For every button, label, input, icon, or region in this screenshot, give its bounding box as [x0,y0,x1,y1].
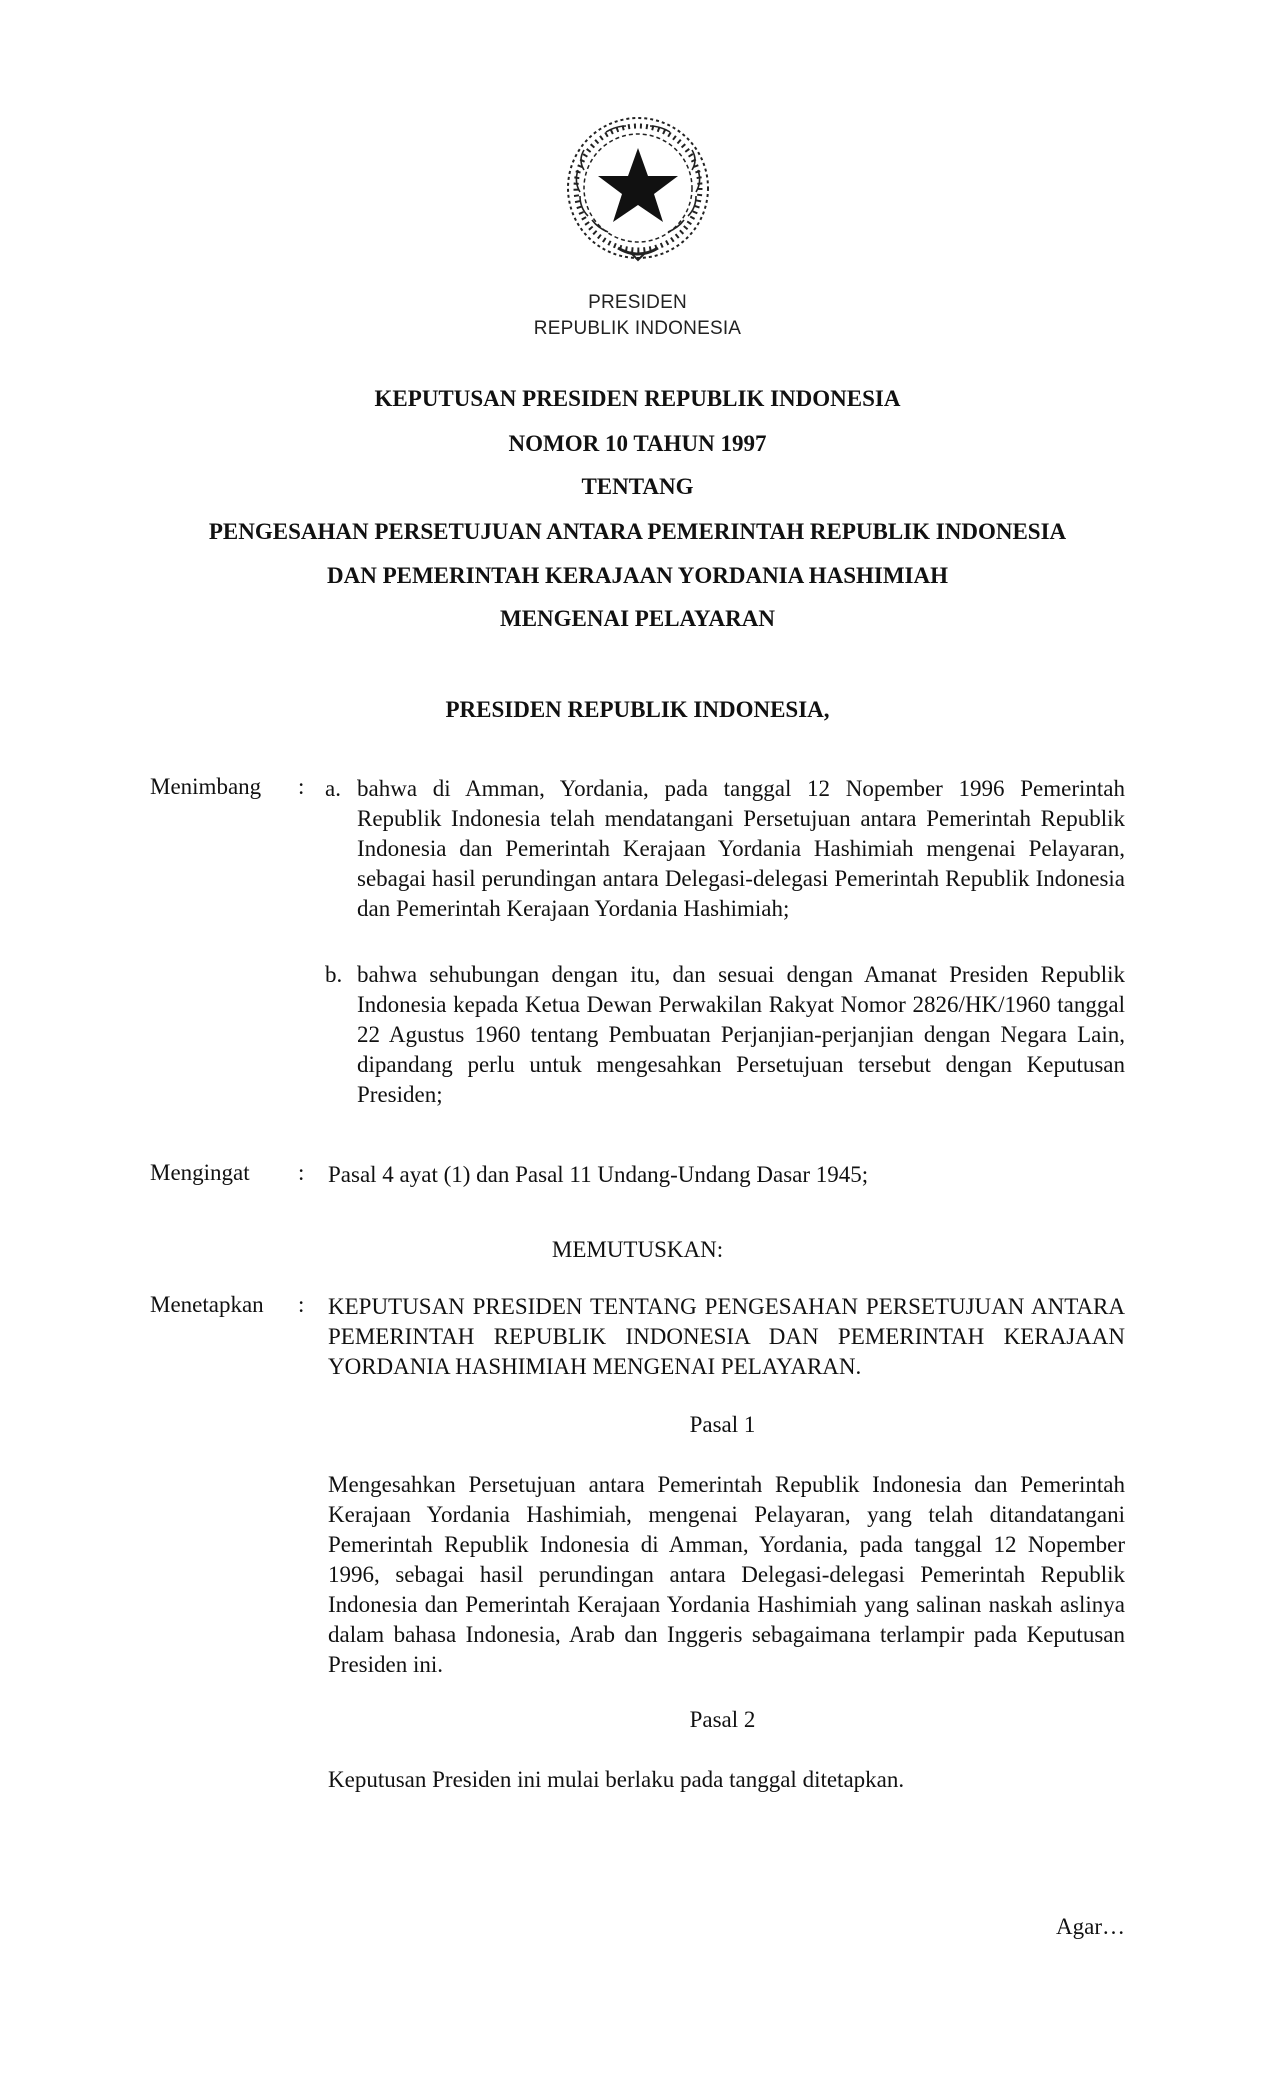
menimbang-item-b [325,960,1125,1110]
menimbang-label: Menimbang [150,774,262,799]
garuda-emblem-icon [556,110,720,270]
pasal-1-heading: Pasal 1 [689,1412,756,1437]
decree-title: KEPUTUSAN PRESIDEN REPUBLIK INDONESIA [374,386,901,411]
decree-subject-line-3: MENGENAI PELAYARAN [500,606,775,631]
pasal-2-heading: Pasal 2 [689,1707,756,1732]
menimbang-item-a [325,774,1125,924]
mengingat-colon: : [298,1160,305,1185]
item-marker: b. [325,962,343,987]
memutuskan-heading: MEMUTUSKAN: [551,1237,724,1262]
pasal-2-text: Keputusan Presiden ini mulai berlaku pada tanggal ditetapkan. [328,1767,905,1792]
issuer-heading: PRESIDEN REPUBLIK INDONESIA, [445,697,830,722]
decree-about: TENTANG [581,474,694,499]
decree-number: NOMOR 10 TAHUN 1997 [508,431,767,456]
institution-line-2: REPUBLIK INDONESIA [533,318,742,339]
menimbang-colon: : [298,774,305,799]
decree-subject-line-2: DAN PEMERINTAH KERAJAAN YORDANIA HASHIMIAH [326,563,949,588]
institution-line-1: PRESIDEN [588,292,687,313]
decree-subject-line-1: PENGESAHAN PERSETUJUAN ANTARA PEMERINTAH REPUBLIK INDONESIA [208,519,1067,544]
pasal-1-text: Mengesahkan Persetujuan antara Pemerintah Republik Indonesia dan Pemerintah Kerajaan Yordania Hashimiah, mengenai Pelayaran, yang telah ditandatangani Pemerintah Republik Indonesia di Amman, Yordania, pada tanggal 12 Nopember 1996, sebagai hasil perundingan antara Delegasi-delegasi Pemerintah Republik Indonesia dan Pemerintah Kerajaan Yordania Hashimiah yang salinan naskah aslinya dalam bahasa Indonesia, Arab dan Inggeris sebagaimana terlampir pada Keputusan Presiden ini. [328,1472,1125,1677]
item-text: bahwa sehubungan dengan itu, dan sesuai dengan Amanat Presiden Republik Indonesia kepada Ketua Dewan Perwakilan Rakyat Nomor 2826/HK/1960 tanggal 22 Agustus 1960 tentang Pembuatan Perjanjian-perjanjian dengan Negara Lain, dipandang perlu untuk mengesahkan Persetujuan tersebut dengan Keputusan Presiden; [357,962,1125,1107]
continuation-marker: Agar… [1056,1914,1125,1939]
mengingat-label: Mengingat [150,1160,250,1185]
item-text: bahwa di Amman, Yordania, pada tanggal 12 Nopember 1996 Pemerintah Republik Indonesia telah mendatangani Persetujuan antara Pemerintah Republik Indonesia dan Pemerintah Kerajaan Yordania Hashimiah mengenai Pelayaran, sebagai hasil perundingan antara Delegasi-delegasi Pemerintah Republik Indonesia dan Pemerintah Kerajaan Yordania Hashimiah; [357,776,1125,921]
item-marker: a. [325,776,341,801]
menetapkan-label: Menetapkan [150,1292,264,1317]
mengingat-text: Pasal 4 ayat (1) dan Pasal 11 Undang-Undang Dasar 1945; [328,1162,869,1187]
menetapkan-text: KEPUTUSAN PRESIDEN TENTANG PENGESAHAN PERSETUJUAN ANTARA PEMERINTAH REPUBLIK INDONESIA DAN PEMERINTAH KERAJAAN YORDANIA HASHIMIAH MENGENAI PELAYARAN. [328,1294,1125,1379]
menetapkan-colon: : [298,1292,305,1317]
